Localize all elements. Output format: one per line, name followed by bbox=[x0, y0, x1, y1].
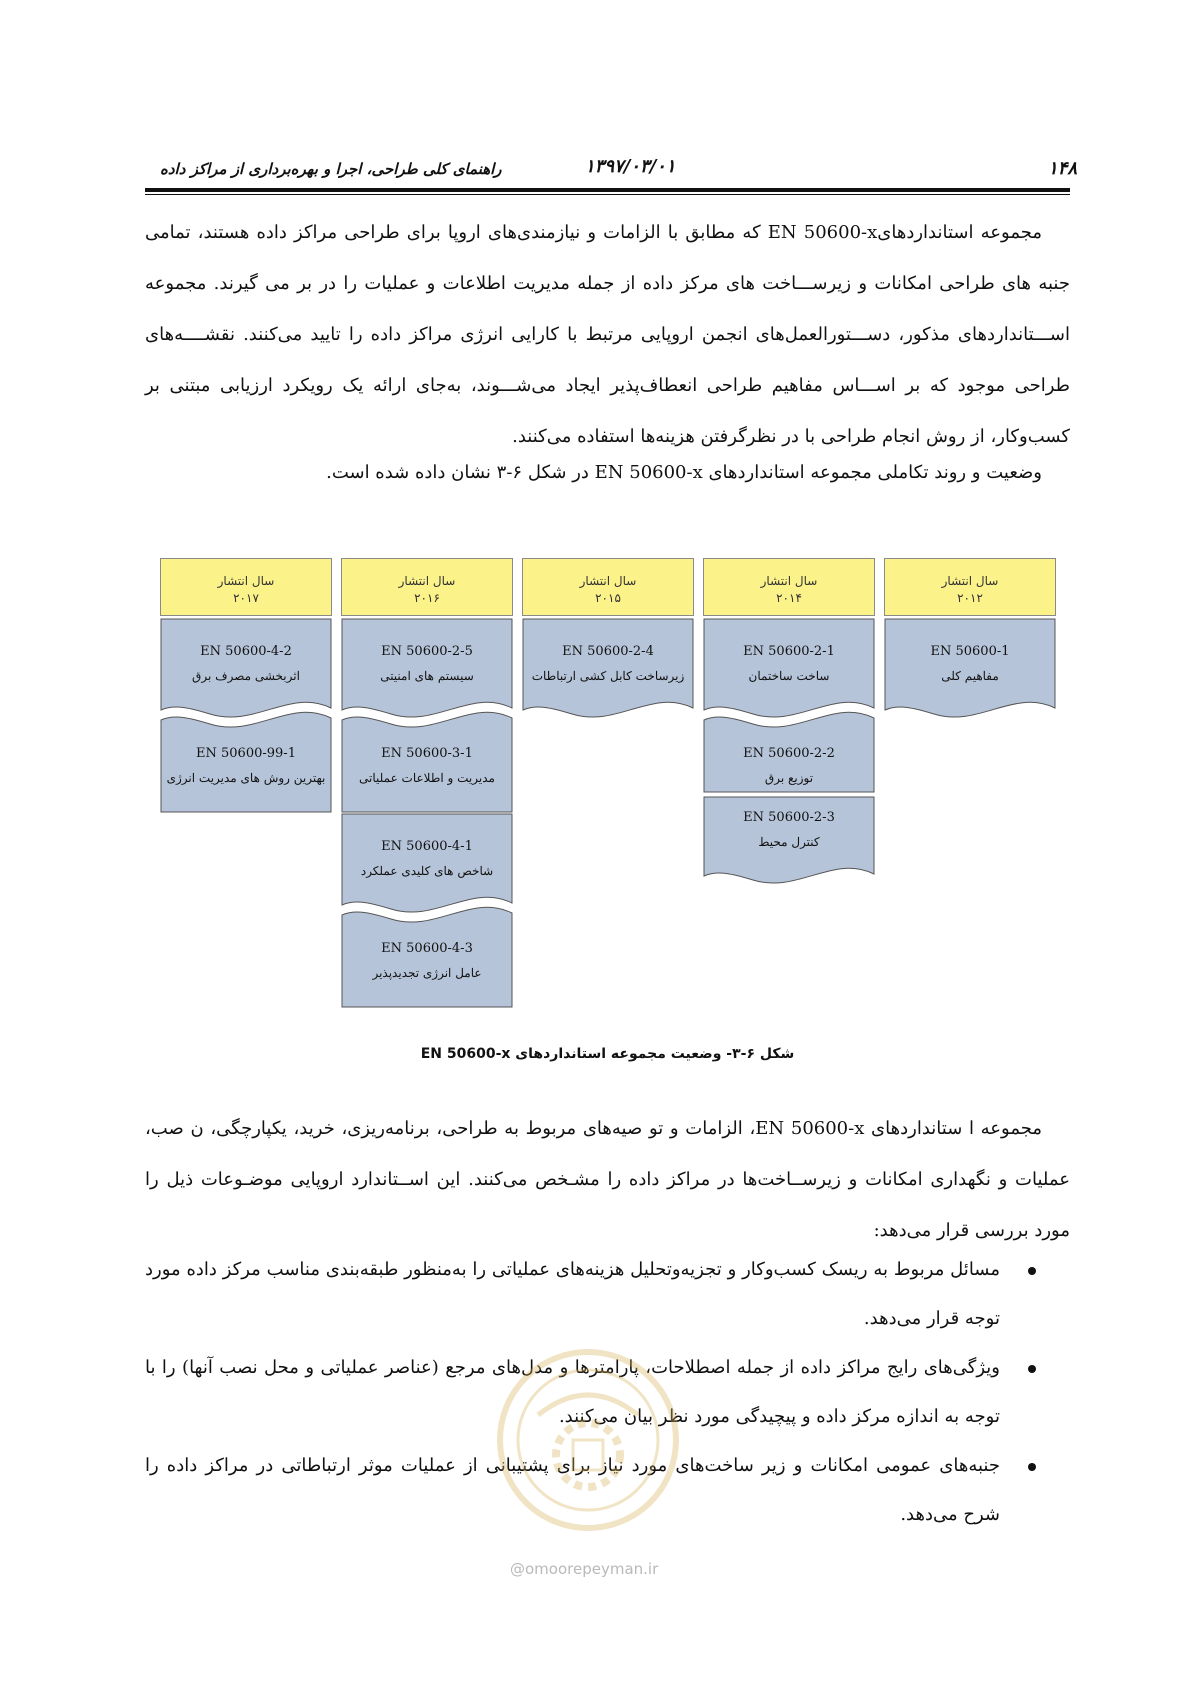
header-rule-thin bbox=[145, 194, 1070, 195]
doc-title: اثربخشی مصرف برق bbox=[192, 669, 300, 683]
list-item-text: جنبه‌های عمومی امکانات و زیر ساخت‌های مورد نیاز برای پشتیبانی از عملیات موثر ارتباطاتی در مراکز داده را شرح می‌دهد. bbox=[145, 1455, 1000, 1525]
doc-en50600-2-3 bbox=[703, 796, 875, 891]
year-label: سال انتشار bbox=[760, 574, 818, 588]
doc-en50600-4-3 bbox=[341, 903, 513, 998]
header-rule-thick bbox=[145, 188, 1070, 192]
watermark-text: @omoorepeyman.ir bbox=[510, 1560, 659, 1578]
doc-en50600-2-1 bbox=[703, 618, 875, 713]
standards-timeline-diagram bbox=[160, 558, 1060, 1028]
doc-title: بهترین روش های مدیریت انرژی bbox=[166, 771, 326, 785]
header-title: راهنمای کلی طراحی، اجرا و بهره‌برداری از مراکز داده bbox=[160, 160, 502, 178]
doc-code: EN 50600-2-5 bbox=[381, 644, 473, 659]
doc-title: شاخص های کلیدی عملکرد bbox=[360, 864, 494, 878]
doc-title: عامل انرژی تجدیدپذیر bbox=[372, 966, 482, 980]
header-date: ۱۳۹۷/۰۳/۰۱ bbox=[585, 156, 676, 177]
paragraph-intro: مجموعه استانداردهایEN 50600-x که مطابق با الزامات و نیازمندی‌های اروپا برای طراحی مراکز داده هستند، تمامی جنبه‌ های طراحی امکانات و زیرســـاخت‌ های مرکز داده از جمله مدیریت اطلاعات و عملیات را در بر می گیرند. مجموعه اســـتانداردهای مذکور، دســـتورالعمل‌های انجمن اروپایی مرتبط با کارایی انرژی مراکز داده را تایید می‌کنند. نقشــــه‌های طراحی موجود که بر اســـاس مفاهیم طراحی انعطاف‌پذیر ایجاد می‌شـــوند، به‌جای ارائه یک رویکرد ارزیابی مبتنی بر کسب‌وکار، از روش انجام طراحی با در نظرگرفتن هزینه‌ها استفاده می‌کنند. bbox=[145, 222, 1070, 447]
paragraph-figure-reference: وضعیت و روند تکاملی مجموعه استانداردهای EN 50600-x در شکل ۶-۳ نشان داده شده است. bbox=[326, 462, 1042, 483]
year-value: ۲۰۱۴ bbox=[776, 591, 802, 605]
doc-title: کنترل محیط bbox=[758, 835, 820, 849]
year-label: سال انتشار bbox=[398, 574, 456, 588]
year-value: ۲۰۱۷ bbox=[233, 591, 259, 605]
year-label: سال انتشار bbox=[579, 574, 637, 588]
doc-en50600-3-1 bbox=[341, 708, 513, 803]
doc-title: توزیع برق bbox=[764, 771, 814, 785]
year-box-2014 bbox=[703, 558, 875, 616]
watermark-seal-icon bbox=[493, 1345, 683, 1535]
doc-code: EN 50600-2-4 bbox=[562, 644, 654, 659]
year-label: سال انتشار bbox=[941, 574, 999, 588]
doc-en50600-2-4 bbox=[522, 618, 694, 713]
doc-code: EN 50600-4-1 bbox=[381, 839, 473, 854]
page-header bbox=[145, 156, 1078, 188]
doc-code: EN 50600-3-1 bbox=[381, 746, 473, 761]
page-number: ۱۴۸ bbox=[1048, 158, 1078, 179]
doc-code: EN 50600-2-2 bbox=[743, 746, 835, 761]
list-item-text: ویژگی‌های رایج مراکز داده از جمله اصطلاحات، پارامترها و مدل‌های مرجع (عناصر عملیاتی و محل نصب آنها) را با توجه به اندازه مرکز داده و پیچیدگی مورد نظر بیان می‌کنند. bbox=[145, 1357, 1000, 1427]
doc-en50600-1 bbox=[884, 618, 1056, 713]
year-value: ۲۰۱۶ bbox=[414, 591, 440, 605]
year-value: ۲۰۱۲ bbox=[957, 591, 983, 605]
doc-code: EN 50600-2-1 bbox=[743, 644, 835, 659]
bullet-icon bbox=[1028, 1267, 1036, 1275]
year-label: سال انتشار bbox=[217, 574, 275, 588]
bullet-icon bbox=[1028, 1365, 1036, 1373]
year-box-2015 bbox=[522, 558, 694, 616]
paragraph-scope: مجموعه ا ستانداردهای EN 50600-x، الزامات و تو صیه‌های مربوط به طراحی، برنامه‌ریزی، خرید، یکپارچگی، ن صب، عملیات و نگهداری امکانات و زیرســاخت‌ها در مراکز داده را مشـخص می‌کنند. این اســتاندارد اروپایی موضـوعات ذیل را مورد بررسی قرار می‌دهد: bbox=[145, 1118, 1070, 1241]
doc-code: EN 50600-99-1 bbox=[196, 746, 296, 761]
doc-title: زیرساخت کابل کشی ارتباطات bbox=[531, 669, 685, 683]
doc-title: مفاهیم کلی bbox=[941, 669, 999, 683]
doc-en50600-2-2 bbox=[703, 708, 875, 803]
doc-code: EN 50600-4-2 bbox=[200, 644, 292, 659]
doc-code: EN 50600-2-3 bbox=[743, 810, 835, 825]
bullet-icon bbox=[1028, 1463, 1036, 1471]
doc-en50600-4-1 bbox=[341, 813, 513, 908]
figure-caption: شکل ۶-۳- وضعیت مجموعه استانداردهای EN 50600-x bbox=[420, 1046, 795, 1062]
year-box-2017 bbox=[160, 558, 332, 616]
doc-en50600-2-5 bbox=[341, 618, 513, 713]
list-item bbox=[145, 1245, 1070, 1343]
doc-code: EN 50600-4-3 bbox=[381, 941, 473, 956]
year-box-2016 bbox=[341, 558, 513, 616]
doc-en50600-99-1 bbox=[160, 708, 332, 803]
doc-title: ساخت ساختمان bbox=[748, 669, 830, 683]
year-value: ۲۰۱۵ bbox=[595, 591, 621, 605]
list-item-text: مسائل مربوط به ریسک کسب‌وکار و تجزیه‌وتحلیل هزینه‌های عملیاتی را به‌منظور طبقه‌بندی مناسب مرکز داده مورد توجه قرار می‌دهد. bbox=[145, 1259, 1000, 1329]
year-box-2012 bbox=[884, 558, 1056, 616]
doc-title: سیستم های امنیتی bbox=[380, 669, 474, 683]
doc-en50600-4-2 bbox=[160, 618, 332, 713]
doc-title: مدیریت و اطلاعات عملیاتی bbox=[359, 771, 495, 785]
doc-code: EN 50600-1 bbox=[930, 644, 1010, 659]
